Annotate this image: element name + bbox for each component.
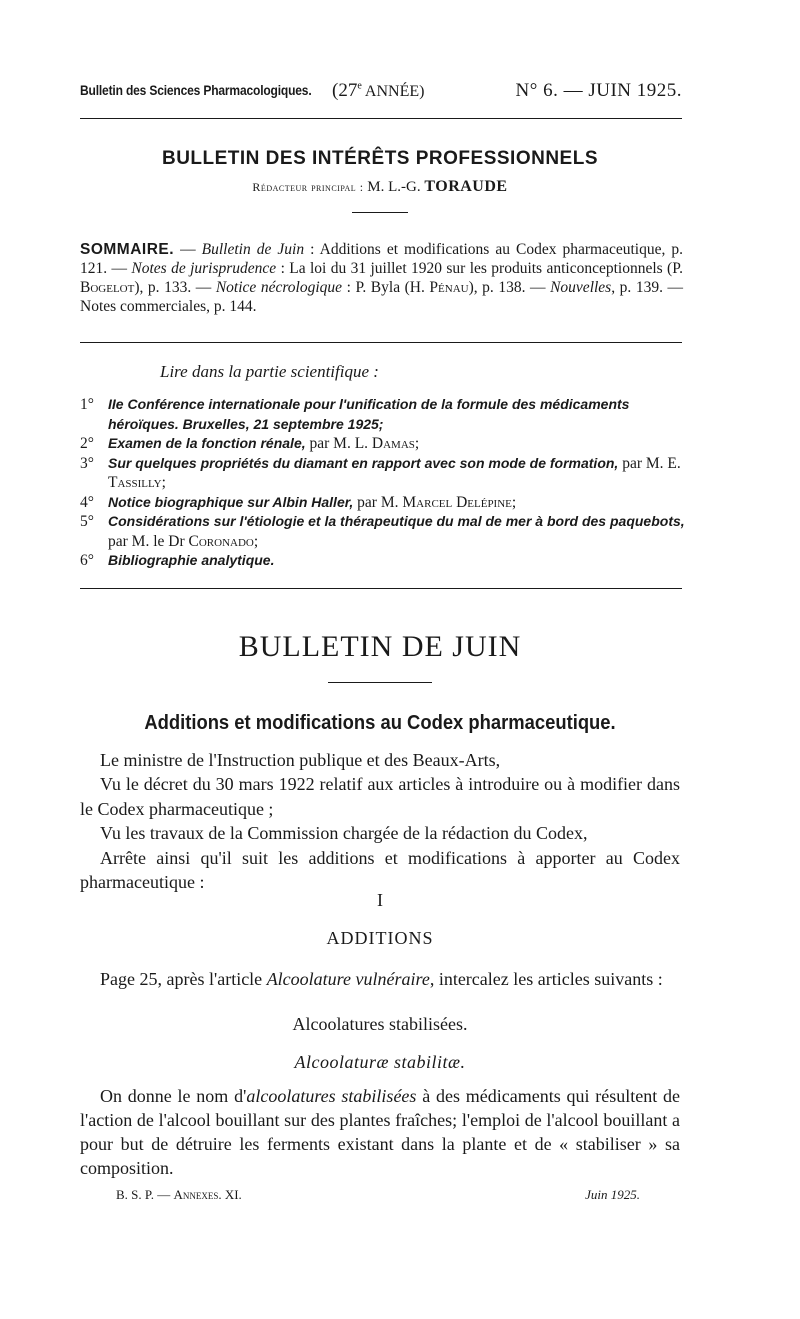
page-footer: B. S. P. — Annexes. XI. Juin 1925. — [116, 1187, 640, 1202]
toc-end: ; — [161, 474, 166, 491]
page-instruction: Page 25, après l'article Alcoolature vulnéraire, intercalez les articles suivants : — [100, 969, 663, 989]
bulletin-title: BULLETIN DE JUIN — [238, 630, 522, 663]
toc-number: 6° — [80, 552, 94, 569]
toc-by: par M. le Dr — [108, 532, 189, 550]
toc-number: 4° — [80, 493, 94, 511]
alcoolatures-latin-name: Alcoolaturæ stabilitæ. — [294, 1052, 466, 1072]
scientific-contents-list — [80, 395, 690, 571]
toc-author: Damas — [371, 435, 415, 452]
decree-preamble — [80, 748, 680, 894]
short-divider — [352, 212, 408, 213]
toc-title: IIe Conférence internationale pour l'unification de la formule des médicaments héroïques. Bruxelles, 21 septembre 1925; — [108, 396, 630, 432]
toc-item — [80, 434, 690, 454]
toc-by: par M. E. — [618, 454, 681, 472]
toc-author: Tassilly — [108, 474, 162, 491]
toc-number: 3° — [80, 454, 94, 472]
toc-title: Sur quelques propriétés du diamant en rapport avec son mode de formation, — [108, 454, 619, 471]
body-paragraph: Le ministre de l'Instruction publique et des Beaux-Arts, — [100, 750, 501, 770]
summary-rule — [80, 342, 682, 343]
toc-end: ; — [414, 435, 420, 452]
toc-end: ; — [511, 493, 517, 511]
body-paragraph: Vu le décret du 30 mars 1922 relatif aux articles à introduire ou à modifier dans le Codex pharmaceutique ; — [80, 774, 680, 819]
summary-paragraph: SOMMAIRE. — Bulletin de Juin : Additions et modifications au Codex pharmaceutique, p. 121. — Notes de jurisprudence : La loi du 31 juillet 1920 sur les produits anticonceptionnels (P. Bogelot), p. 133. — Notice nécrologique : P. Byla (H. Pénau), p. 138. — Nouvelles, p. 139. — Notes commerciales, p. 144. — [80, 241, 684, 315]
toc-title: Bibliographie analytique. — [108, 552, 275, 568]
article-title: Additions et modifications au Codex pharmaceutique. — [144, 712, 616, 734]
toc-item — [80, 512, 690, 551]
alcoolatures-heading: Alcoolatures stabilisées. — [292, 1014, 468, 1034]
header-rule — [80, 118, 682, 119]
contents-rule — [80, 588, 682, 589]
body-paragraph: Vu les travaux de la Commission chargée de la rédaction du Codex, — [100, 823, 588, 844]
title-divider — [328, 682, 432, 683]
toc-author: Marcel Delépine — [402, 493, 512, 511]
additions-heading: ADDITIONS — [326, 928, 434, 948]
volume-year: (27e ANNÉE) — [332, 80, 425, 101]
section-title: BULLETIN DES INTÉRÊTS PROFESSIONNELS — [161, 148, 599, 169]
footer-date: Juin 1925. — [585, 1187, 640, 1202]
read-in-heading: Lire dans la partie scientifique : — [160, 362, 379, 381]
body-paragraph: Arrête ainsi qu'il suit les additions et modifications à apporter au Codex pharmaceutique : — [80, 847, 680, 893]
toc-author: Coronado — [188, 532, 254, 550]
toc-item — [80, 454, 690, 493]
toc-number: 1° — [80, 396, 94, 413]
toc-number: 2° — [80, 435, 94, 452]
definition-paragraph: On donne le nom d'alcoolatures stabilisées à des médicaments qui résultent de l'action de l'alcool bouillant sur des plantes fraîches; l'emploi de l'alcool bouillant a pour but de détruire les ferments existant dans la plante et de « stabiliser » sa composition. — [80, 1086, 681, 1178]
toc-by: par M. L. — [305, 435, 372, 452]
toc-title: Considérations sur l'étiologie et la thérapeutique du mal de mer à bord des paquebots, — [108, 513, 685, 529]
toc-item — [80, 551, 690, 571]
toc-end: ; — [253, 532, 259, 550]
running-head — [80, 80, 682, 104]
toc-title: Notice biographique sur Albin Haller, — [108, 493, 354, 510]
section-numeral: I — [377, 890, 383, 910]
toc-number: 5° — [80, 513, 94, 530]
toc-by: par M. — [353, 493, 403, 511]
issue-number: N° 6. — JUIN 1925. — [515, 80, 682, 101]
journal-name: Bulletin des Sciences Pharmacologiques. — [80, 82, 312, 98]
toc-item — [80, 395, 690, 434]
editor-line: Rédacteur principal : M. L.-G. TORAUDE — [252, 178, 508, 195]
toc-title: Examen de la fonction rénale, — [108, 435, 306, 451]
toc-item — [80, 493, 690, 513]
